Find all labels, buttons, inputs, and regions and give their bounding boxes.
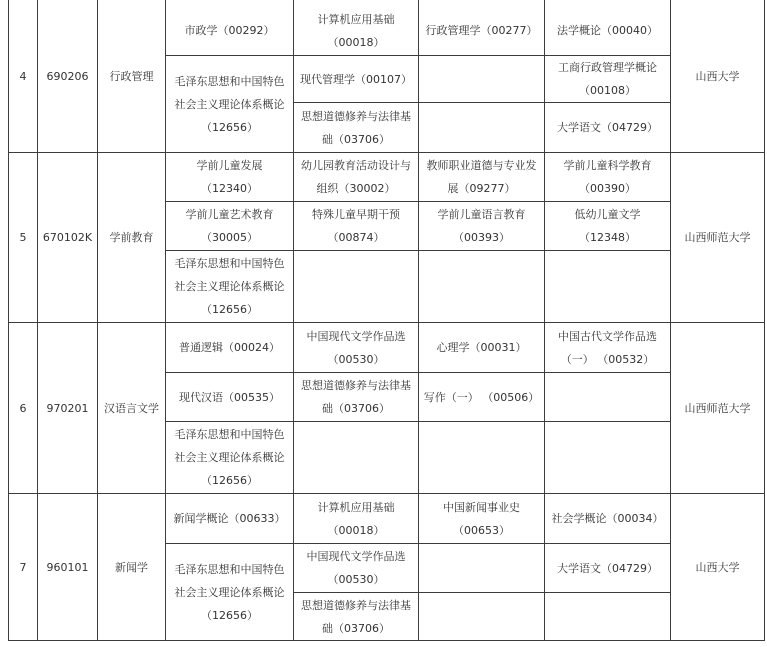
grid-line	[418, 0, 419, 641]
course-cell: 毛泽东思想和中国特色 社会主义理论体系概论 （12656）	[174, 257, 285, 316]
course-cell: 市政学（00292）	[184, 24, 275, 37]
course-cell: 新闻学概论（00633）	[173, 512, 286, 525]
course-cell: 大学语文（04729）	[557, 561, 658, 575]
row-number: 4	[19, 69, 27, 83]
major-code: 960101	[46, 560, 89, 574]
row-number: 7	[19, 560, 27, 574]
course-cell: 毛泽东思想和中国特色 社会主义理论体系概论 （12656）	[174, 74, 285, 134]
course-cell: 中国现代文学作品选 （00530）	[306, 329, 406, 366]
school-name: 山西大学	[695, 560, 740, 574]
course-cell: 教师职业道德与专业发 展（09277）	[426, 159, 537, 195]
grid-line	[8, 640, 765, 641]
course-cell: 思想道德修养与法律基 础（03706）	[301, 598, 411, 635]
major-code: 670102K	[42, 231, 93, 244]
course-cell: 幼儿园教育活动设计与 组织（30002）	[301, 159, 411, 195]
school-name: 山西师范大学	[684, 401, 751, 415]
course-cell: 行政管理学（00277）	[425, 24, 538, 37]
major-code: 690206	[46, 69, 89, 83]
course-cell: 毛泽东思想和中国特色 社会主义理论体系概论 （12656）	[174, 428, 285, 487]
course-cell: 思想道德修养与法律基 础（03706）	[301, 109, 411, 146]
course-cell: 计算机应用基础 （00018）	[317, 12, 395, 49]
course-cell: 学前儿童发展 （12340）	[196, 159, 263, 195]
school-name: 山西大学	[695, 69, 740, 83]
course-cell: 大学语文（04729）	[557, 121, 658, 134]
course-cell: 中国现代文学作品选 （00530）	[306, 550, 406, 586]
grid-line	[764, 0, 765, 641]
grid-line	[418, 55, 545, 56]
course-cell: 特殊儿童早期干预 （00874）	[312, 208, 400, 244]
course-cell: 普通逻辑（00024）	[179, 341, 280, 354]
course-cell: 工商行政管理学概论 （00108）	[558, 61, 657, 97]
course-cell: 计算机应用基础 （00018）	[317, 500, 395, 537]
course-cell: 现代汉语（00535）	[179, 390, 280, 404]
grid-line	[418, 592, 545, 593]
course-cell: 社会学概论（00034）	[551, 512, 664, 525]
course-cell: 中国新闻事业史 （00653）	[443, 500, 520, 537]
course-cell: 学前儿童科学教育 （00390）	[563, 159, 652, 195]
major-name: 新闻学	[115, 560, 148, 574]
course-cell: 中国古代文学作品选 （一） （00532）	[558, 329, 657, 366]
course-cell: 心理学（00031）	[436, 341, 527, 354]
course-cell: 思想道德修养与法律基 础（03706）	[301, 379, 411, 415]
grid-line	[418, 102, 545, 103]
major-name: 汉语言文学	[104, 401, 159, 415]
course-cell: 毛泽东思想和中国特色 社会主义理论体系概论 （12656）	[174, 562, 285, 622]
row-number: 6	[19, 401, 27, 415]
course-cell: 现代管理学（00107）	[300, 72, 412, 86]
major-name: 行政管理	[109, 69, 154, 83]
school-name: 山西师范大学	[684, 231, 751, 244]
major-code: 970201	[46, 401, 89, 415]
row-number: 5	[19, 231, 27, 244]
course-cell: 学前儿童语言教育 （00393）	[437, 208, 526, 244]
course-cell: 低幼儿童文学 （12348）	[574, 208, 641, 244]
course-cell: 写作（一） （00506）	[423, 390, 540, 404]
grid-line	[418, 543, 545, 544]
course-cell: 法学概论（00040）	[557, 24, 658, 37]
course-cell: 学前儿童艺术教育 （30005）	[185, 208, 274, 244]
grid-line	[544, 592, 671, 593]
major-name: 学前教育	[109, 231, 154, 244]
